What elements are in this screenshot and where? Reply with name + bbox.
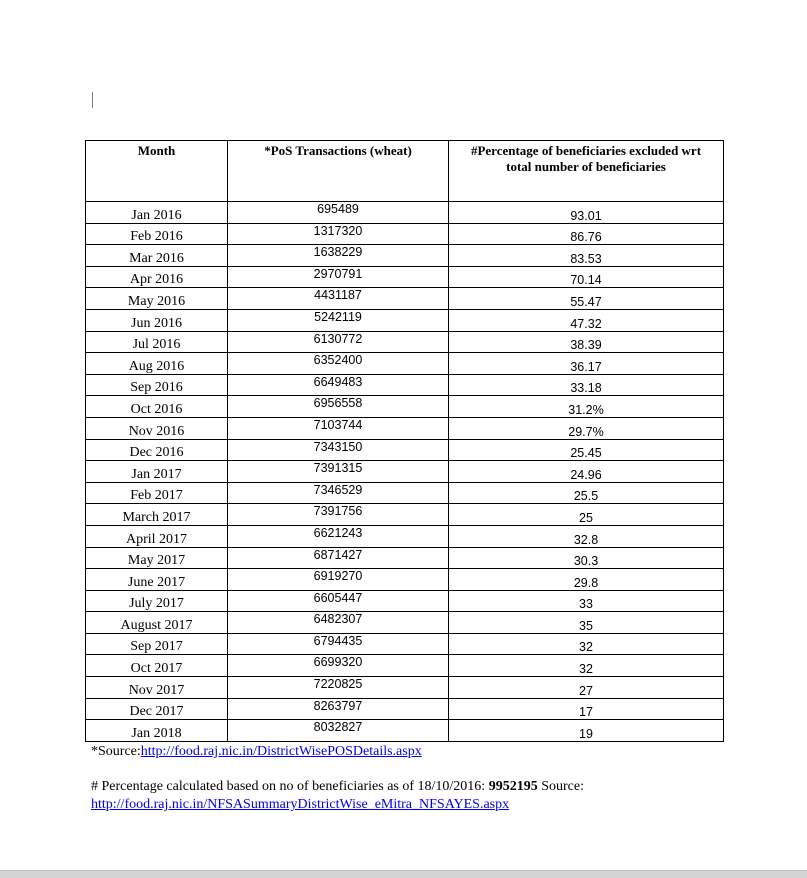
percentage-cell: 86.76 [449,223,724,245]
table-row [86,655,724,677]
table-row [86,396,724,418]
text-cursor [92,92,93,108]
table-row [86,288,724,310]
percentage-cell: 31.2% [449,396,724,418]
percentage-cell: 19 [449,720,724,742]
pos-transactions-cell: 6871427 [228,547,449,569]
percentage-cell: 25.45 [449,439,724,461]
table-row [86,309,724,331]
table-row [86,569,724,591]
pos-transactions-cell: 6649483 [228,374,449,396]
percentage-cell: 32 [449,633,724,655]
table-header-row [86,141,724,202]
pos-transactions-cell: 695489 [228,202,449,224]
table-row [86,223,724,245]
percentage-cell: 35 [449,612,724,634]
month-cell: June 2017 [86,569,228,591]
table-row [86,266,724,288]
table-row [86,525,724,547]
pos-transactions-table [85,140,724,742]
pos-transactions-cell: 7391315 [228,461,449,483]
pos-transactions-cell: 7220825 [228,677,449,699]
month-cell: Nov 2017 [86,677,228,699]
percentage-cell: 36.17 [449,353,724,375]
pos-transactions-cell: 7391756 [228,504,449,526]
pos-transactions-cell: 5242119 [228,309,449,331]
percentage-cell: 29.7% [449,417,724,439]
percentage-cell: 29.8 [449,569,724,591]
percentage-cell: 38.39 [449,331,724,353]
table-row [86,590,724,612]
pos-transactions-cell: 6605447 [228,590,449,612]
month-cell: Mar 2016 [86,245,228,267]
table-row [86,612,724,634]
pos-transactions-cell: 6794435 [228,633,449,655]
pos-transactions-cell: 7103744 [228,417,449,439]
source-note-2 [91,778,584,814]
month-cell: August 2017 [86,612,228,634]
month-cell: May 2017 [86,547,228,569]
month-cell: Sep 2017 [86,633,228,655]
source-link-nfsa-summary[interactable]: http://food.raj.nic.in/NFSASummaryDistrictWise_eMitra_NFSAYES.aspx [91,797,510,812]
header-percentage-line1: #Percentage of beneficiaries excluded wrt [470,143,702,158]
pos-transactions-cell: 1317320 [228,223,449,245]
percentage-cell: 24.96 [449,461,724,483]
table-row [86,698,724,720]
source-prefix: *Source: [91,744,141,759]
pos-transactions-cell: 8263797 [228,698,449,720]
percentage-cell: 33 [449,590,724,612]
pos-transactions-cell: 6919270 [228,569,449,591]
table-row [86,461,724,483]
percentage-cell: 93.01 [449,202,724,224]
table-row [86,245,724,267]
header-percentage-line2: total number of beneficiaries [506,159,666,174]
month-cell: July 2017 [86,590,228,612]
percentage-cell: 32.8 [449,525,724,547]
month-cell: Jan 2018 [86,720,228,742]
percentage-cell: 83.53 [449,245,724,267]
pos-transactions-cell: 6352400 [228,353,449,375]
month-cell: Feb 2017 [86,482,228,504]
table-row [86,331,724,353]
month-cell: Aug 2016 [86,353,228,375]
table-body [86,202,724,742]
header-percentage [449,141,724,202]
source-note-1 [91,744,422,760]
pos-transactions-cell: 4431187 [228,288,449,310]
header-pos-transactions: *PoS Transactions (wheat) [228,141,449,202]
month-cell: Sep 2016 [86,374,228,396]
percentage-cell: 25 [449,504,724,526]
month-cell: May 2016 [86,288,228,310]
pos-transactions-cell: 2970791 [228,266,449,288]
month-cell: Apr 2016 [86,266,228,288]
percentage-cell: 27 [449,677,724,699]
header-month: Month [86,141,228,202]
pos-transactions-cell: 6956558 [228,396,449,418]
month-cell: March 2017 [86,504,228,526]
month-cell: Jun 2016 [86,309,228,331]
note-source-label: Source: [537,779,584,794]
month-cell: Feb 2016 [86,223,228,245]
month-cell: Jul 2016 [86,331,228,353]
month-cell: Oct 2017 [86,655,228,677]
pos-transactions-cell: 7346529 [228,482,449,504]
table-row [86,482,724,504]
month-cell: April 2017 [86,525,228,547]
percentage-cell: 32 [449,655,724,677]
table-row [86,439,724,461]
source-link-pos-details[interactable]: http://food.raj.nic.in/DistrictWisePOSDetails.aspx [140,744,422,759]
pos-transactions-cell: 6699320 [228,655,449,677]
table-row [86,633,724,655]
pos-transactions-cell: 6621243 [228,525,449,547]
beneficiaries-count: 9952195 [488,779,538,794]
table-row [86,504,724,526]
percentage-cell: 33.18 [449,374,724,396]
pos-transactions-cell: 1638229 [228,245,449,267]
table-row [86,202,724,224]
month-cell: Oct 2016 [86,396,228,418]
percentage-cell: 25.5 [449,482,724,504]
month-cell: Dec 2017 [86,698,228,720]
month-cell: Jan 2016 [86,202,228,224]
table-row [86,353,724,375]
pos-transactions-cell: 8032827 [228,720,449,742]
month-cell: Jan 2017 [86,461,228,483]
percentage-cell: 30.3 [449,547,724,569]
table-row [86,417,724,439]
month-cell: Nov 2016 [86,417,228,439]
table-row [86,547,724,569]
pos-transactions-cell: 6482307 [228,612,449,634]
pos-transactions-cell: 6130772 [228,331,449,353]
percentage-cell: 55.47 [449,288,724,310]
note-percentage-text: # Percentage calculated based on no of beneficiaries as of 18/10/2016: [91,779,489,794]
percentage-cell: 17 [449,698,724,720]
percentage-cell: 70.14 [449,266,724,288]
table-row [86,720,724,742]
month-cell: Dec 2016 [86,439,228,461]
table-row [86,374,724,396]
table-row [86,677,724,699]
percentage-cell: 47.32 [449,309,724,331]
pos-transactions-cell: 7343150 [228,439,449,461]
